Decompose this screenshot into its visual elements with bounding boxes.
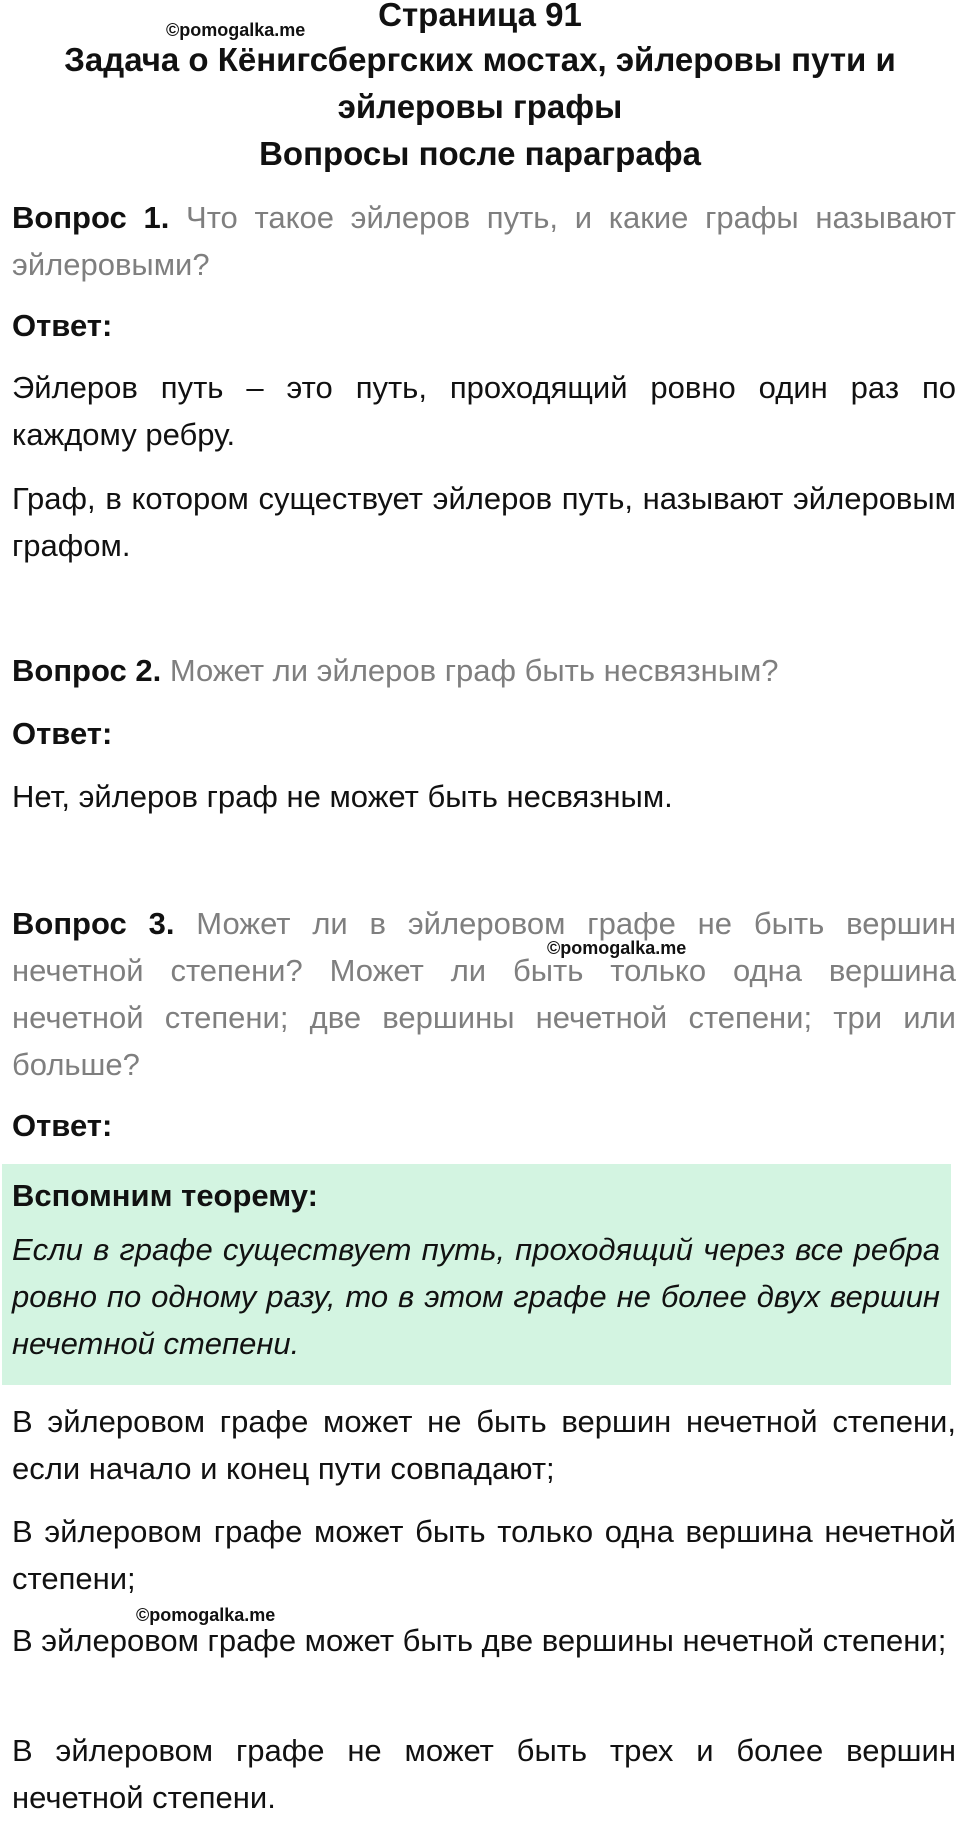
answer-label: Ответ: [12,308,113,343]
answer-paragraph: В эйлеровом графе может быть только одна вершина нечетной степени; [12,1514,956,1596]
theorem-text: Если в графе существует путь, проходящий через все ребра ровно по одному разу, то в этом графе не более двух вершин нечетной степени. [12,1232,940,1361]
theorem-title: Вспомним теорему: [12,1178,318,1213]
watermark: ©pomogalka.me [136,1605,276,1625]
watermark: ©pomogalka.me [166,20,306,40]
answer-paragraph: Граф, в котором существует эйлеров путь, называют эйлеровым графом. [12,481,956,563]
question-text: Может ли эйлеров граф быть несвязным? [169,653,779,688]
page-number: Страница 91 [378,0,582,33]
theorem-box [2,1164,951,1385]
question-label: Вопрос 3. [12,906,175,941]
answer-paragraph: Нет, эйлеров граф не может быть несвязным. [12,779,673,814]
question-1 [12,194,956,288]
answer-paragraph: В эйлеровом графе может быть две вершины нечетной степени; [12,1623,947,1658]
question-2 [12,647,956,694]
answer-paragraph: Эйлеров путь – это путь, проходящий ровно один раз по каждому ребру. [12,370,956,452]
question-text: Может ли в эйлеровом графе не быть вершин нечетной степени? Может ли быть только одна вершина нечетной степени; две вершины нечетной степени; три или больше? [12,906,956,1082]
answer-paragraph: В эйлеровом графе не может быть трех и более вершин нечетной степени. [12,1733,956,1815]
question-label: Вопрос 1. [12,200,170,235]
page-title-line1: Задача о Кёнигсбергских мостах, эйлеровы пути и [64,41,896,78]
page-subtitle: Вопросы после параграфа [259,135,701,172]
answer-label: Ответ: [12,1108,113,1143]
question-3 [12,900,956,1088]
answer-paragraph: В эйлеровом графе может не быть вершин нечетной степени, если начало и конец пути совпадают; [12,1404,956,1486]
answer-label: Ответ: [12,716,113,751]
question-label: Вопрос 2. [12,653,162,688]
question-text: Что такое эйлеров путь, и какие графы называют эйлеровыми? [12,200,956,282]
page-title-line2: эйлеровы графы [337,88,623,125]
watermark: ©pomogalka.me [547,938,687,958]
